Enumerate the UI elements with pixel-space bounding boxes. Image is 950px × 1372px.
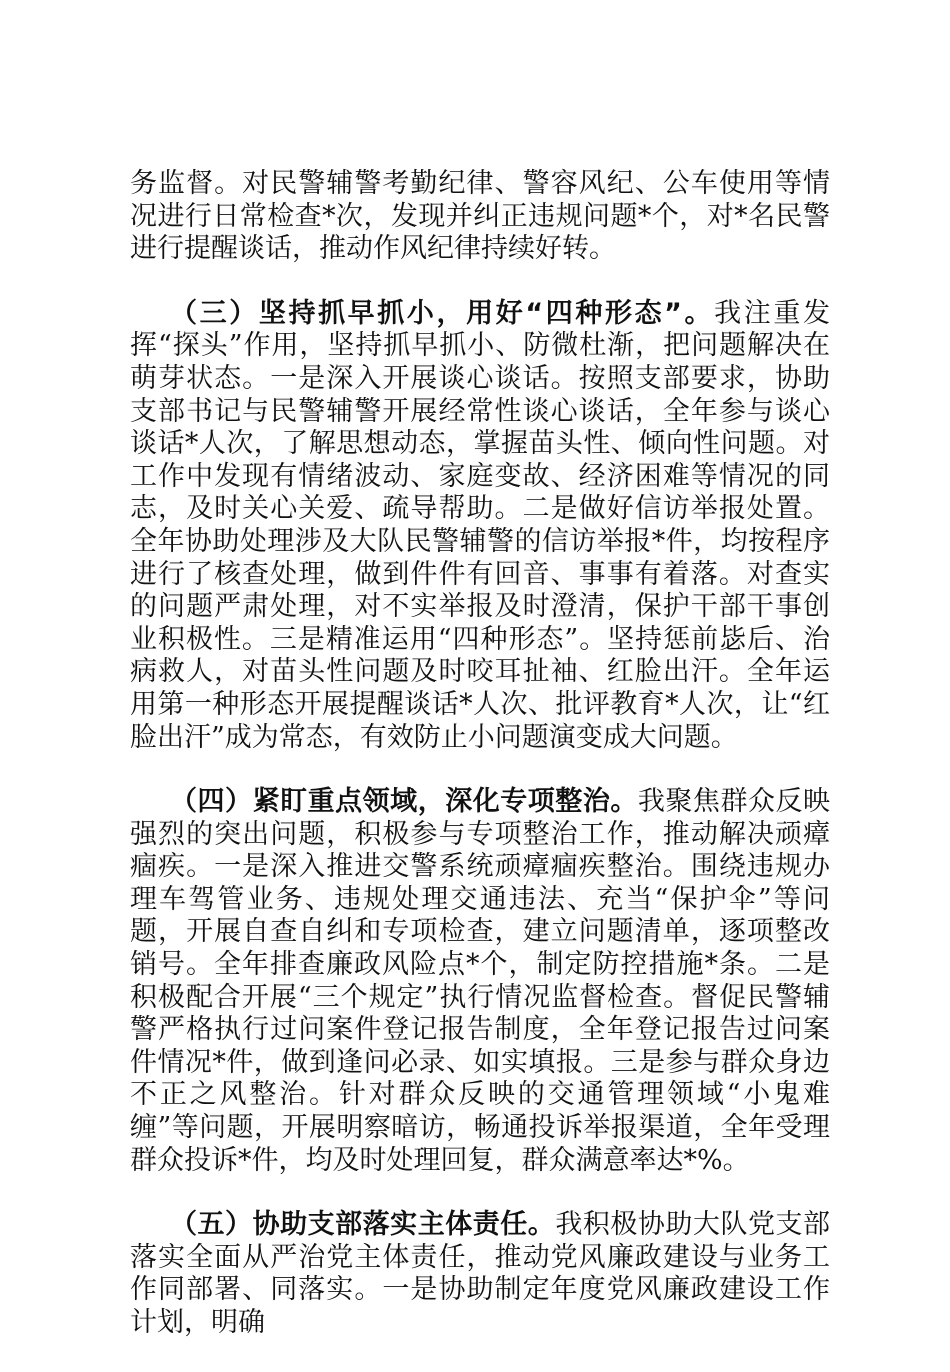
document-body [130, 168, 830, 1372]
section-heading: （四）紧盯重点领域，深化专项整治。 [170, 786, 638, 818]
paragraph-continuation [130, 168, 830, 266]
section-heading: （五）协助支部落实主体责任。 [170, 1209, 556, 1241]
paragraph-text: 我聚焦群众反映强烈的突出问题，积极参与专项整治工作，推动解决顽瘴痼疾。一是深入推进交警系统顽瘴痼疾整治。围绕违规办理车驾管业务、违规处理交通违法、充当“保护伞”等问题，开展自查自纠和专项检查，建立问题清单，逐项整改销号。全年排查廉政风险点*个，制定防控措施*条。二是积极配合开展“三个规定”执行情况监督检查。督促民警辅警严格执行过问案件登记报告制度，全年登记报告过问案件情况*件，做到逢问必录、如实填报。三是参与群众身边不正之风整治。针对群众反映的交通管理领域“小鬼难缠”等问题，开展明察暗访，畅通投诉举报渠道，全年受理群众投诉*件，均及时处理回复，群众满意率达*%。 [130, 786, 831, 1176]
paragraph-text: 我积极协助大队党支部落实全面从严治党主体责任，推动党风廉政建设与业务工作同部署、同落实。一是协助制定年度党风廉政建设工作计划，明确 [130, 1209, 831, 1338]
paragraph-section-3 [130, 298, 830, 754]
section-heading: （三）坚持抓早抓小，用好“四种形态”。 [170, 297, 715, 329]
paragraph-section-4 [130, 786, 830, 1177]
paragraph-section-5 [130, 1209, 830, 1339]
paragraph-text: 务监督。对民警辅警考勤纪律、警容风纪、公车使用等情况进行日常检查*次，发现并纠正违规问题*个，对*名民警进行提醒谈话，推动作风纪律持续好转。 [130, 168, 830, 265]
paragraph-text: 我注重发挥“探头”作用，坚持抓早抓小、防微杜渐，把问题解决在萌芽状态。一是深入开展谈心谈话。按照支部要求，协助支部书记与民警辅警开展经常性谈心谈话，全年参与谈心谈话*人次，了解思想动态，掌握苗头性、倾向性问题。对工作中发现有情绪波动、家庭变故、经济困难等情况的同志，及时关心关爱、疏导帮助。二是做好信访举报处置。全年协助处理涉及大队民警辅警的信访举报*件，均按程序进行了核查处理，做到件件有回音、事事有着落。对查实的问题严肃处理，对不实举报及时澄清，保护干部干事创业积极性。三是精准运用“四种形态”。坚持惩前毖后、治病救人，对苗头性问题及时咬耳扯袖、红脸出汗。全年运用第一种形态开展提醒谈话*人次、批评教育*人次，让“红脸出汗”成为常态，有效防止小问题演变成大问题。 [130, 297, 830, 753]
